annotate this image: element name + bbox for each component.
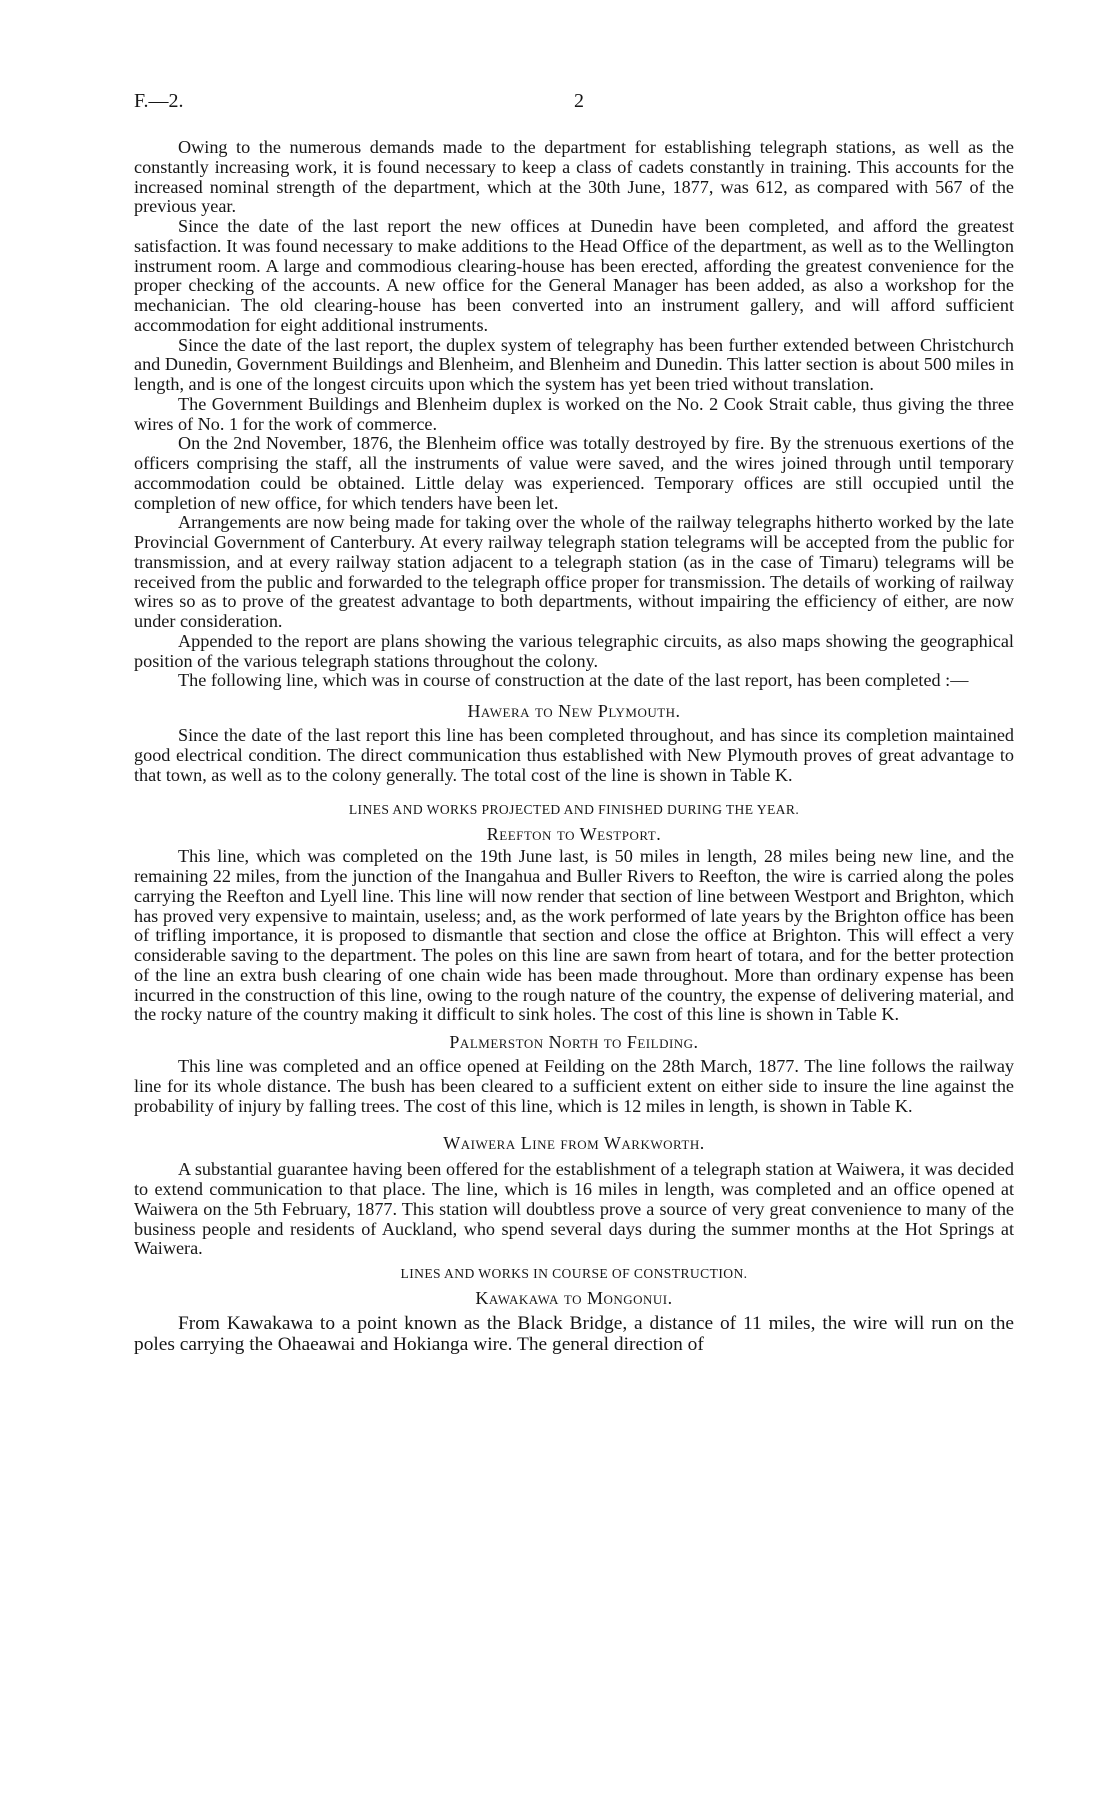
heading-reefton: Reefton to Westport. (486, 824, 662, 845)
paragraph-railway-telegraphs: Arrangements are now being made for taking over the whole of the railway telegraphs hitherto worked by the late Provincial Government of Canterbury. At every railway telegraph station telegrams will be accepted from the public for transmission, and at every railway station adjacent to a telegraph station (as in the case of Timaru) telegrams will be received from the public and forwarded to the telegraph office proper for transmission. The details of working of railway wires so as to prove of the greatest advantage to both departments, without impairing the efficiency of either, are now under consideration. (134, 512, 1014, 631)
document-body (134, 138, 1014, 1355)
paragraph-duplex-system: Since the date of the last report, the duplex system of telegraphy has been further extended between Christchurch and Dunedin, Government Buildings and Blenheim, and Blenheim and Dunedin. This latter section is about 500 miles in length, and is one of the longest circuits upon which the system has yet been tried without translation. (134, 334, 1014, 394)
paragraph-staff-strength: Owing to the numerous demands made to the department for establishing telegraph stations, as well as the constantly increasing work, it is found necessary to keep a class of cadets constantly in training. This accounts for the increased nominal strength of the department, which at the 30th June, 1877, was 612, as compared with 567 of the previous year. (134, 137, 1014, 217)
page-header (134, 90, 1024, 120)
paragraph-waiwera: A substantial guarantee having been offered for the establishment of a telegraph station at Waiwera, it was decided to extend communication to that place. The line, which is 16 miles in length, was completed and an office opened at Waiwera on the 5th February, 1877. This station will doubtless prove a source of very great convenience to many of the business people and residents of Auckland, who spend several days during the summer months at the Hot Springs at Waiwera. (134, 1159, 1014, 1259)
paragraph-palmerston: This line was completed and an office opened at Feilding on the 28th March, 1877. The line follows the railway line for its whole distance. The bush has been cleared to a sufficient extent on either side to insure the line against the probability of injury by falling trees. The cost of this line, which is 12 miles in length, is shown in Table K. (134, 1056, 1014, 1116)
paragraph-hawera: Since the date of the last report this line has been completed throughout, and has since its completion maintained good electrical condition. The direct communication thus established with New Plymouth proves of great advantage to that town, as well as to the colony generally. The total cost of the line is shown in Table K. (134, 725, 1014, 785)
heading-kawakawa: Kawakawa to Mongonui. (475, 1288, 673, 1308)
heading-waiwera: Waiwera Line from Warkworth. (443, 1133, 705, 1154)
paragraph-new-offices: Since the date of the last report the new offices at Dunedin have been completed, and afford the greatest satisfaction. It was found necessary to make additions to the Head Office of the department, as well as to the Wellington instrument room. A large and commodious clearing-house has been erected, affording the greatest convenience for the proper checking of the accounts. A new office for the General Manager has been added, as also a workshop for the mechanician. The old clearing-house has been converted into an instrument gallery, and will afford sufficient accommodation for eight additional instruments. (134, 216, 1014, 335)
paragraph-completed-line: The following line, which was in course of construction at the date of the last report, has been completed :— (178, 670, 969, 691)
paragraph-kawakawa: From Kawakawa to a point known as the Black Bridge, a distance of 11 miles, the wire will run on the poles carrying the Ohaeawai and Hokianga wire. The general direction of (134, 1313, 1014, 1355)
section-title-finished: LINES AND WORKS PROJECTED AND FINISHED DURING THE YEAR. (348, 802, 800, 818)
section-title-construction: LINES AND WORKS IN COURSE OF CONSTRUCTION. (400, 1266, 748, 1281)
heading-palmerston: Palmerston North to Feilding. (449, 1032, 699, 1052)
paragraph-blenheim-fire: On the 2nd November, 1876, the Blenheim office was totally destroyed by fire. By the strenuous exertions of the officers comprising the staff, all the instruments of value were saved, and the wires joined through until temporary accommodation could be obtained. Little delay was experienced. Temporary offices are still occupied until the completion of new office, for which tenders have been let. (134, 433, 1014, 513)
paragraph-reefton: This line, which was completed on the 19th June last, is 50 miles in length, 28 miles being new line, and the remaining 22 miles, from the junction of the Inangahua and Buller Rivers to Reefton, the wire is carried along the poles carrying the Reefton and Lyell line. This line will now render that section of line between Westport and Brighton, which has proved very expensive to maintain, useless; and, as the work performed of late years by the Brighton office has been of trifling importance, it is proposed to dismantle that section and close the office at Brighton. This will effect a very considerable saving to the department. The poles on this line are sawn from heart of totara, and for the better protection of the line an extra bush clearing of one chain wide has been made throughout. More than ordinary expense has been incurred in the construction of this line, owing to the rough nature of the country, the expense of delivering material, and the rocky nature of the country making it difficult to sink holes. The cost of this line is shown in Table K. (134, 846, 1014, 1025)
page-number: 2 (574, 90, 584, 112)
paragraph-cook-strait-cable: The Government Buildings and Blenheim duplex is worked on the No. 2 Cook Strait cable, thus giving the three wires of No. 1 for the work of commerce. (134, 393, 1014, 434)
paragraph-appended-plans: Appended to the report are plans showing the various telegraphic circuits, as also maps showing the geographical position of the various telegraph stations throughout the colony. (134, 630, 1014, 671)
document-reference: F.—2. (134, 90, 184, 112)
heading-hawera: Hawera to New Plymouth. (467, 701, 681, 721)
